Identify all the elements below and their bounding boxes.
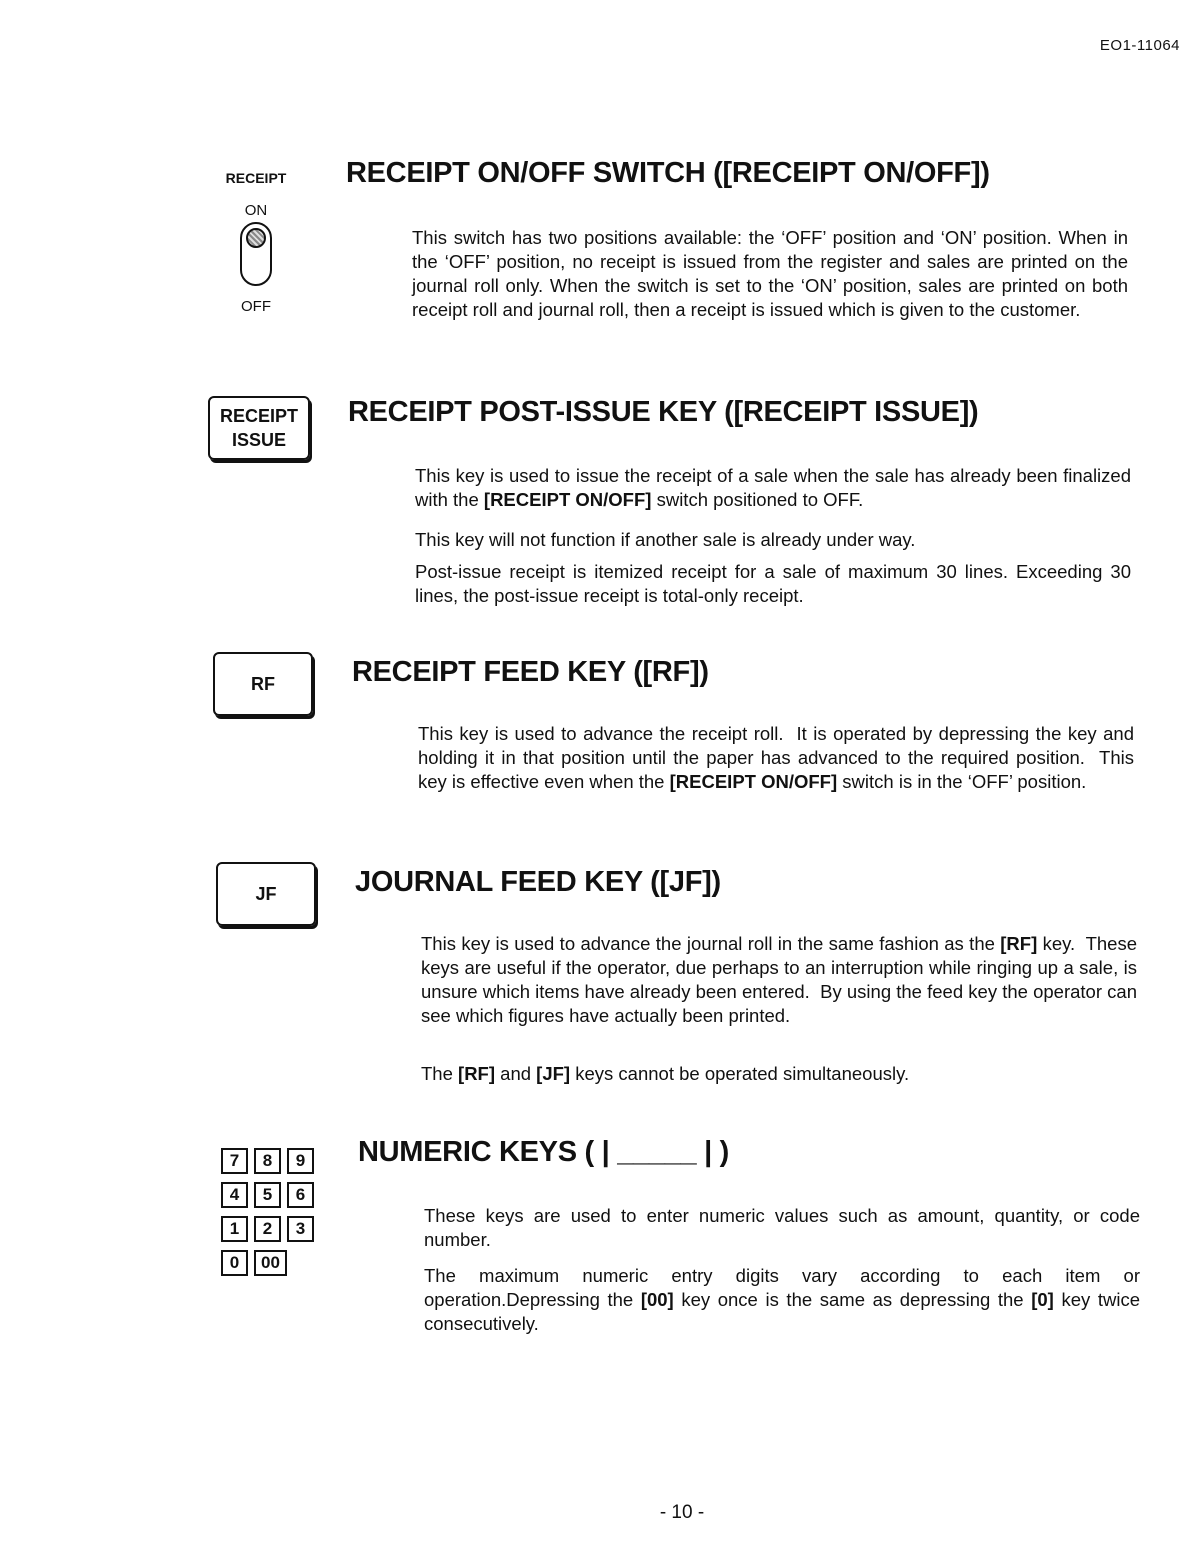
rf-key-icon bbox=[213, 652, 313, 716]
receipt-issue-key-icon bbox=[208, 396, 310, 460]
keypad-key: 7 bbox=[221, 1148, 248, 1174]
switch-off-label: OFF bbox=[241, 298, 271, 315]
keypad-key: 6 bbox=[287, 1182, 314, 1208]
receipt-issue-paragraph-1: This key is used to issue the receipt of a sale when the sale has already been finalized with the [RECEIPT ON/OFF] switch positioned to OFF. bbox=[415, 465, 1131, 510]
keypad-key: 2 bbox=[254, 1216, 281, 1242]
keypad-key: 1 bbox=[221, 1216, 248, 1242]
receipt-issue-paragraph-3: Post-issue receipt is itemized receipt for a sale of maximum 30 lines. Exceeding 30 lines, the post-issue receipt is total-only receipt. bbox=[415, 561, 1131, 606]
document-id: EO1-11064 bbox=[1099, 37, 1180, 54]
page-number: - 10 - bbox=[659, 1502, 705, 1523]
keypad-key: 00 bbox=[254, 1250, 287, 1276]
switch-knob-icon bbox=[246, 228, 266, 248]
receipt-switch-paragraph: This switch has two positions available: the ‘OFF’ position and ‘ON’ position. When in the ‘OFF’ position, no receipt is issued from the register and sales are printed on the journal roll only. When the switch is set to the ‘ON’ position, sales are printed on both receipt roll and journal roll, then a receipt is issued which is given to the customer. bbox=[412, 227, 1128, 320]
journal-feed-paragraph-1: This key is used to advance the journal roll in the same fashion as the [RF] key. These keys are useful if the operator, due perhaps to an interruption while ringing up a sale, is unsure which items have already been entered. By using the feed key the operator can see which figures have actually been printed. bbox=[421, 933, 1137, 1026]
numeric-keys-paragraph-2: The maximum numeric entry digits vary according to each item or operation.Depressing the [00] key once is the same as depressing the [0] key twice consecutively. bbox=[424, 1265, 1141, 1334]
jf-key-icon bbox=[216, 862, 316, 926]
keypad-key: 4 bbox=[221, 1182, 248, 1208]
receipt-switch-icon bbox=[240, 222, 272, 286]
receipt-issue-key-line2: ISSUE bbox=[231, 430, 286, 450]
keypad-key: 0 bbox=[221, 1250, 248, 1276]
keypad-key: 9 bbox=[287, 1148, 314, 1174]
keypad-key: 3 bbox=[287, 1216, 314, 1242]
numeric-keypad-icon bbox=[221, 1148, 321, 1284]
section-title-receipt-switch: RECEIPT ON/OFF SWITCH ([RECEIPT ON/OFF]) bbox=[346, 157, 990, 189]
keypad-key: 8 bbox=[254, 1148, 281, 1174]
journal-feed-paragraph-2: The [RF] and [JF] keys cannot be operated simultaneously. bbox=[421, 1063, 910, 1084]
receipt-feed-paragraph: This key is used to advance the receipt roll. It is operated by depressing the key and holding it in that position until the paper has advanced to the required position. This key is effective even when the [RECEIPT ON/OFF] switch is in the ‘OFF’ position. bbox=[418, 723, 1134, 792]
receipt-issue-key-line1: RECEIPT bbox=[219, 406, 298, 426]
numeric-keys-paragraph-1: These keys are used to enter numeric values such as amount, quantity, or code number. bbox=[424, 1205, 1140, 1250]
section-title-journal-feed: JOURNAL FEED KEY ([JF]) bbox=[355, 866, 721, 898]
jf-key-label: JF bbox=[255, 884, 277, 904]
switch-receipt-label: RECEIPT bbox=[225, 170, 287, 186]
rf-key-label: RF bbox=[251, 674, 275, 694]
section-title-numeric-keys: NUMERIC KEYS ( | _____ | ) bbox=[358, 1136, 730, 1168]
keypad-key: 5 bbox=[254, 1182, 281, 1208]
receipt-issue-paragraph-2: This key will not function if another sale is already under way. bbox=[415, 529, 916, 550]
switch-on-label: ON bbox=[244, 202, 268, 219]
section-title-receipt-feed: RECEIPT FEED KEY ([RF]) bbox=[352, 656, 709, 688]
section-title-receipt-issue: RECEIPT POST-ISSUE KEY ([RECEIPT ISSUE]) bbox=[348, 396, 979, 428]
